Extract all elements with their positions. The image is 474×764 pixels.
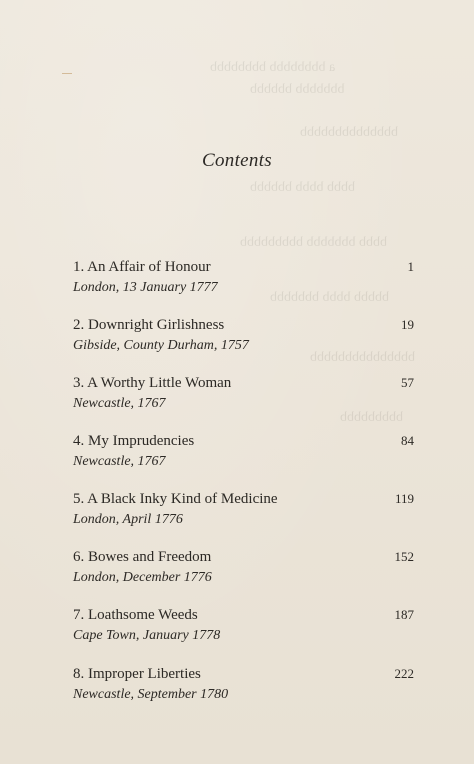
- chapter-title: 4. My Imprudencies: [73, 433, 195, 449]
- page-number: 152: [394, 549, 414, 564]
- chapter-title: 3. A Worthy Little Woman: [73, 375, 232, 391]
- toc-entry: [73, 489, 414, 530]
- chapter-title: 8. Improper Liberties: [73, 666, 201, 682]
- page-number: 222: [394, 666, 414, 681]
- toc-entry: [73, 547, 414, 588]
- page-number: 84: [401, 433, 414, 448]
- chapter-title: 7. Loathsome Weeds: [73, 607, 198, 623]
- chapter-place-date: Cape Town, January 1778: [73, 628, 221, 643]
- contents-heading: Contents: [202, 150, 272, 171]
- chapter-place-date: London, April 1776: [73, 512, 183, 527]
- page-number: 19: [401, 317, 414, 332]
- toc-entry: [73, 373, 414, 414]
- chapter-title: 1. An Affair of Honour: [73, 259, 211, 275]
- chapter-place-date: Newcastle, September 1780: [73, 687, 229, 702]
- page-number: 187: [394, 607, 414, 622]
- chapter-title: 6. Bowes and Freedom: [73, 549, 212, 565]
- page-number: 119: [394, 491, 414, 506]
- toc-entry: [73, 605, 414, 646]
- chapter-place-date: Newcastle, 1767: [73, 396, 166, 411]
- chapter-place-date: London, 13 January 1777: [73, 280, 218, 295]
- chapter-place-date: Gibside, County Durham, 1757: [73, 338, 249, 353]
- page-number: 1: [407, 259, 414, 274]
- page-edge-mark: [62, 73, 72, 74]
- chapter-place-date: London, December 1776: [73, 570, 212, 585]
- toc-entry: [73, 257, 414, 298]
- toc-entry: [73, 431, 414, 472]
- page-number: 57: [401, 375, 414, 390]
- toc-entry: [73, 664, 414, 705]
- chapter-title: 2. Downright Girlishness: [73, 317, 225, 333]
- chapter-place-date: Newcastle, 1767: [73, 454, 166, 469]
- toc-entry: [73, 315, 414, 356]
- chapter-title: 5. A Black Inky Kind of Medicine: [73, 491, 278, 507]
- show-through-text: a bbbbbbbb bbbbbbbb bbbbbbb bbbbbb bbbbbbbbbbbbbb bbbb bbbb bbbbbb bbbb bbbbbbb bbbbbbbbb bbbbb bbbb bbbbbbb bbbbbbbbbbbbbbb bbbbbbbbb: [210, 60, 415, 425]
